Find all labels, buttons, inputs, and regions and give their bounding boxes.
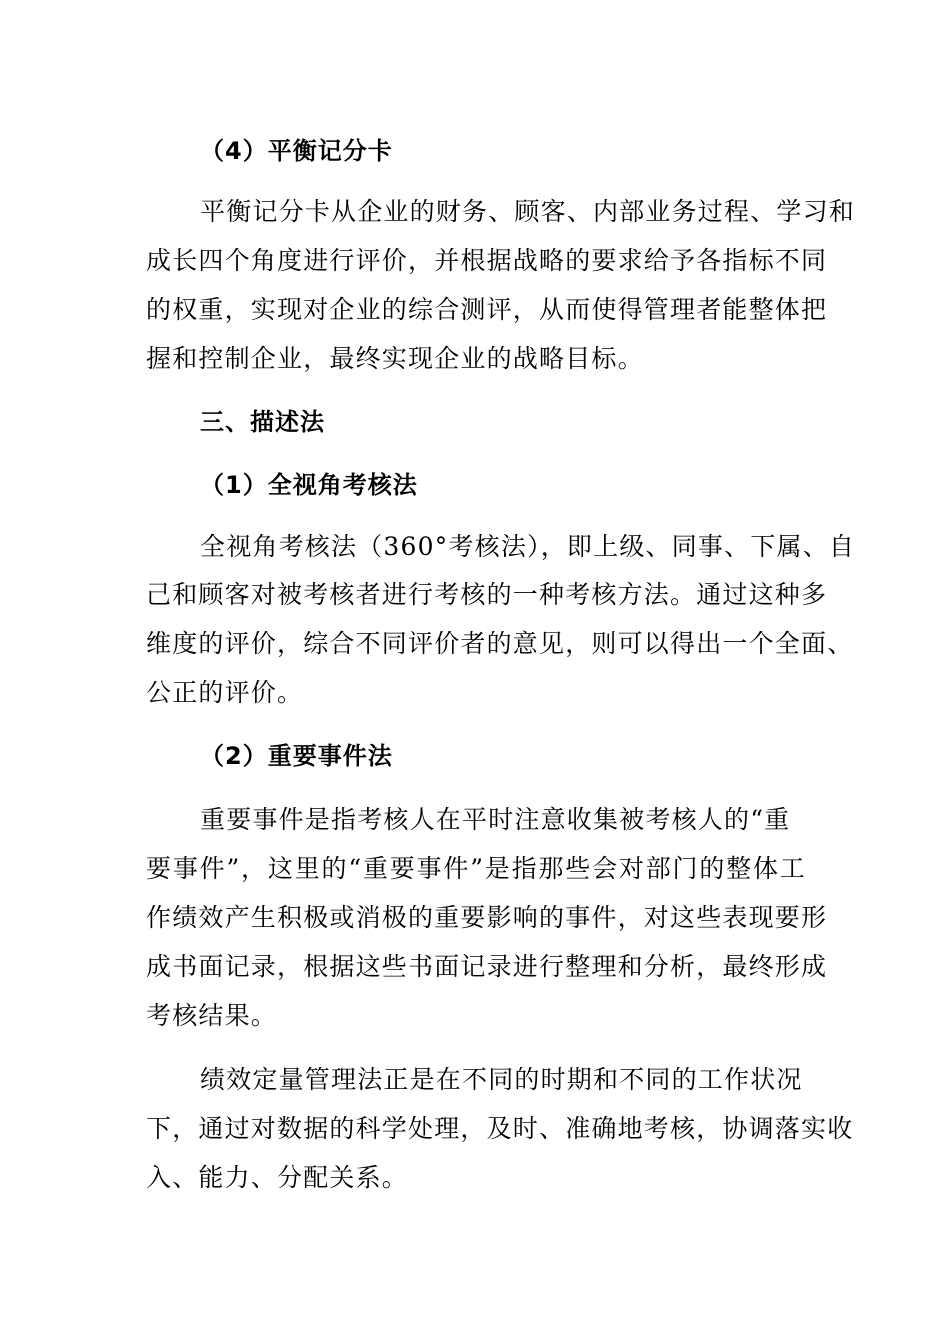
paragraph-line: 下，通过对数据的科学处理，及时、准确地考核，协调落实收 (146, 1114, 854, 1143)
paragraph-line: 维度的评价，综合不同评价者的意见，则可以得出一个全面、 (146, 629, 854, 658)
paragraph-line: 成长四个角度进行评价，并根据战略的要求给予各指标不同 (146, 246, 828, 275)
paragraph-line: 握和控制企业，最终实现企业的战略目标。 (146, 344, 644, 373)
section-heading-description-method: 三、描述法 (200, 408, 325, 436)
paragraph-line: 己和顾客对被考核者进行考核的一种考核方法。通过这种多 (146, 580, 828, 609)
paragraph-line: 公正的评价。 (146, 678, 304, 707)
paragraph-line: 考核结果。 (146, 1001, 278, 1030)
paragraph-line: 入、能力、分配关系。 (146, 1163, 409, 1192)
paragraph-line: 全视角考核法（360°考核法），即上级、同事、下属、自 (200, 532, 856, 561)
section-heading-critical-incident: （2）重要事件法 (200, 742, 393, 770)
paragraph-line: 绩效定量管理法正是在不同的时期和不同的工作状况 (200, 1065, 803, 1094)
paragraph-line: 要事件”，这里的“重要事件”是指那些会对部门的整体工 (146, 854, 806, 883)
paragraph-line: 平衡记分卡从企业的财务、顾客、内部业务过程、学习和 (200, 197, 856, 226)
paragraph-line: 成书面记录，根据这些书面记录进行整理和分析，最终形成 (146, 952, 828, 981)
section-heading-balanced-scorecard: （4）平衡记分卡 (200, 137, 393, 165)
paragraph-line: 重要事件是指考核人在平时注意收集被考核人的“重 (200, 805, 791, 834)
paragraph-line: 作绩效产生积极或消极的重要影响的事件，对这些表现要形 (146, 903, 828, 932)
section-heading-360-appraisal: （1）全视角考核法 (200, 471, 418, 499)
paragraph-line: 的权重，实现对企业的综合测评，从而使得管理者能整体把 (146, 295, 828, 324)
